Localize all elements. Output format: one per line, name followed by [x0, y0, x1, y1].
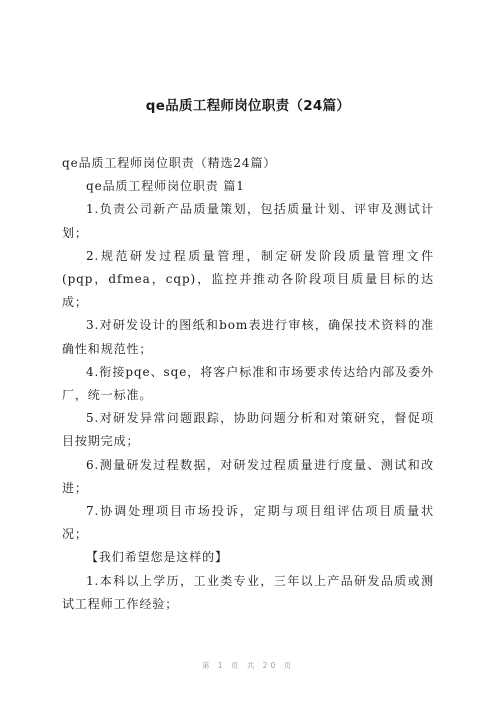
paragraph-item-1: 1.负责公司新产品质量策划，包括质量计划、评审及测试计划；: [62, 202, 434, 240]
paragraph-item-7: 7.协调处理项目市场投诉，定期与项目组评估项目质量状况；: [62, 504, 434, 542]
paragraph-intro: qe品质工程师岗位职责（精选24篇）: [62, 156, 277, 170]
page-footer: 第 1 页 共 20 页: [201, 661, 295, 670]
paragraph-section-heading: qe品质工程师岗位职责 篇1: [86, 179, 245, 194]
paragraph-requirement-1: 1.本科以上学历，工业类专业，三年以上产品研发品质或测试工程师工作经验；: [62, 573, 434, 611]
paragraph-item-6: 6.测量研发过程数据，对研发过程质量进行度量、测试和改进；: [62, 457, 434, 495]
paragraph-requirements-heading: 【我们希望您是这样的】: [86, 550, 228, 565]
paragraph-item-2: 2.规范研发过程质量管理，制定研发阶段质量管理文件(pqp，dfmea，cqp)，监控并推动各阶段项目质量目标的达成；: [62, 248, 434, 310]
paragraph-item-4: 4.衔接pqe、sqe，将客户标准和市场要求传达给内部及委外厂，统一标准。: [62, 364, 434, 403]
document-body: [62, 152, 434, 616]
paragraph-item-5: 5.对研发异常问题跟踪，协助问题分析和对策研究，督促项目按期完成；: [62, 411, 434, 449]
document-title: qe品质工程师岗位职责（24篇）: [145, 98, 351, 114]
paragraph-item-3: 3.对研发设计的图纸和bom表进行审核，确保技术资料的准确性和规范性；: [62, 318, 434, 356]
